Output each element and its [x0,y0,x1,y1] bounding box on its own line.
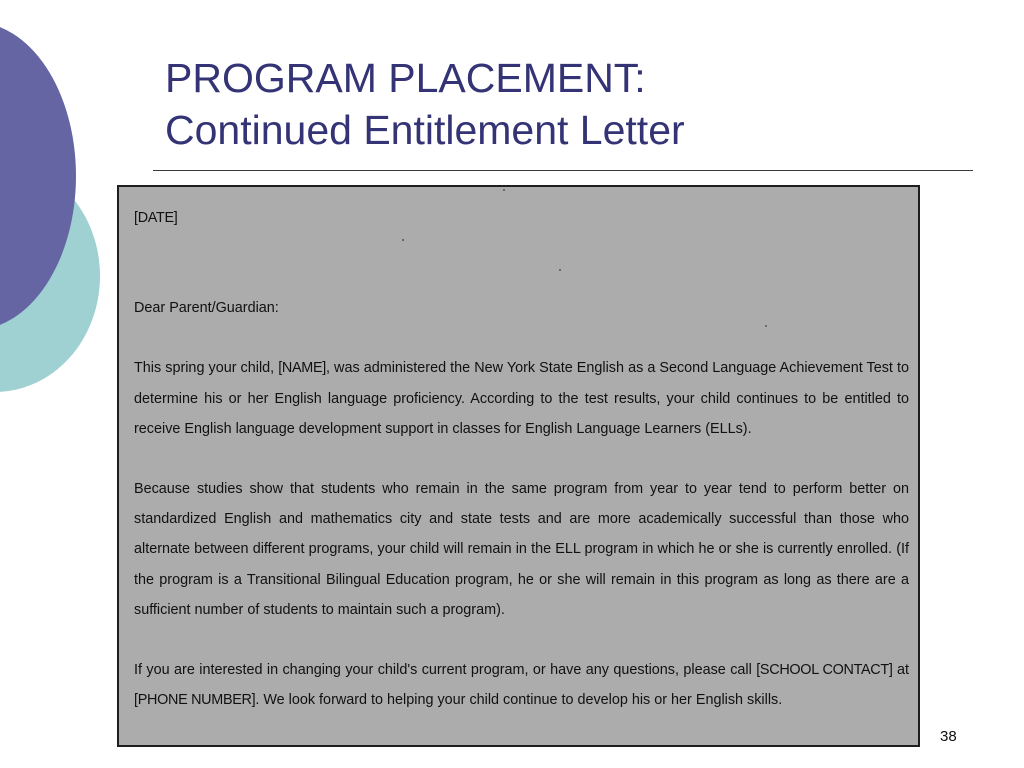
scan-speck [503,189,505,191]
school-contact-placeholder: [SCHOOL CONTACT] [756,662,893,679]
scan-speck [402,239,404,241]
paragraph-3-at: at [892,662,909,679]
letter-salutation: Dear Parent/Guardian: [134,300,279,317]
date-placeholder: [DATE] [134,210,178,226]
scan-speck [765,325,767,327]
paragraph-1-rest: , was administered the New York State English as a Second Language Achievement Test to determine his or her English language proficiency. According to the test results, your child continues to be entitled to receive English language development support in classes for English Language Learners (ELLs). [134,360,909,437]
paragraph-3-start: If you are interested in changing your child's current program, or have any questions, please call [134,662,757,679]
letter-date [134,203,909,233]
paragraph-1-start: This spring your child, [134,360,279,377]
paragraph-3-end: . We look forward to helping your child continue to develop his or her English skills. [255,692,783,709]
letter-paragraph-3 [134,655,909,715]
slide-number: 38 [940,728,957,745]
title-line-1: PROGRAM PLACEMENT: [165,55,646,101]
letter-paragraph-2: Because studies show that students who remain in the same program from year to year tend to perform better on standardized English and mathematics city and state tests and are more academically successful than those who alternate between different programs, your child will remain in the ELL program in which he or she is currently enrolled. (If the program is a Transitional Bilingual Education program, he or she will remain in this program as long as there are a sufficient number of students to maintain such a program). [134,481,909,618]
name-placeholder: [NAME] [278,360,326,377]
title-divider [153,170,973,171]
letter-paragraph-1 [134,353,909,444]
phone-number-placeholder: [PHONE NUMBER] [134,692,256,709]
slide-title [165,52,685,156]
title-line-2: Continued Entitlement Letter [165,107,685,153]
scan-speck [559,269,561,271]
scanned-letter [117,185,920,747]
